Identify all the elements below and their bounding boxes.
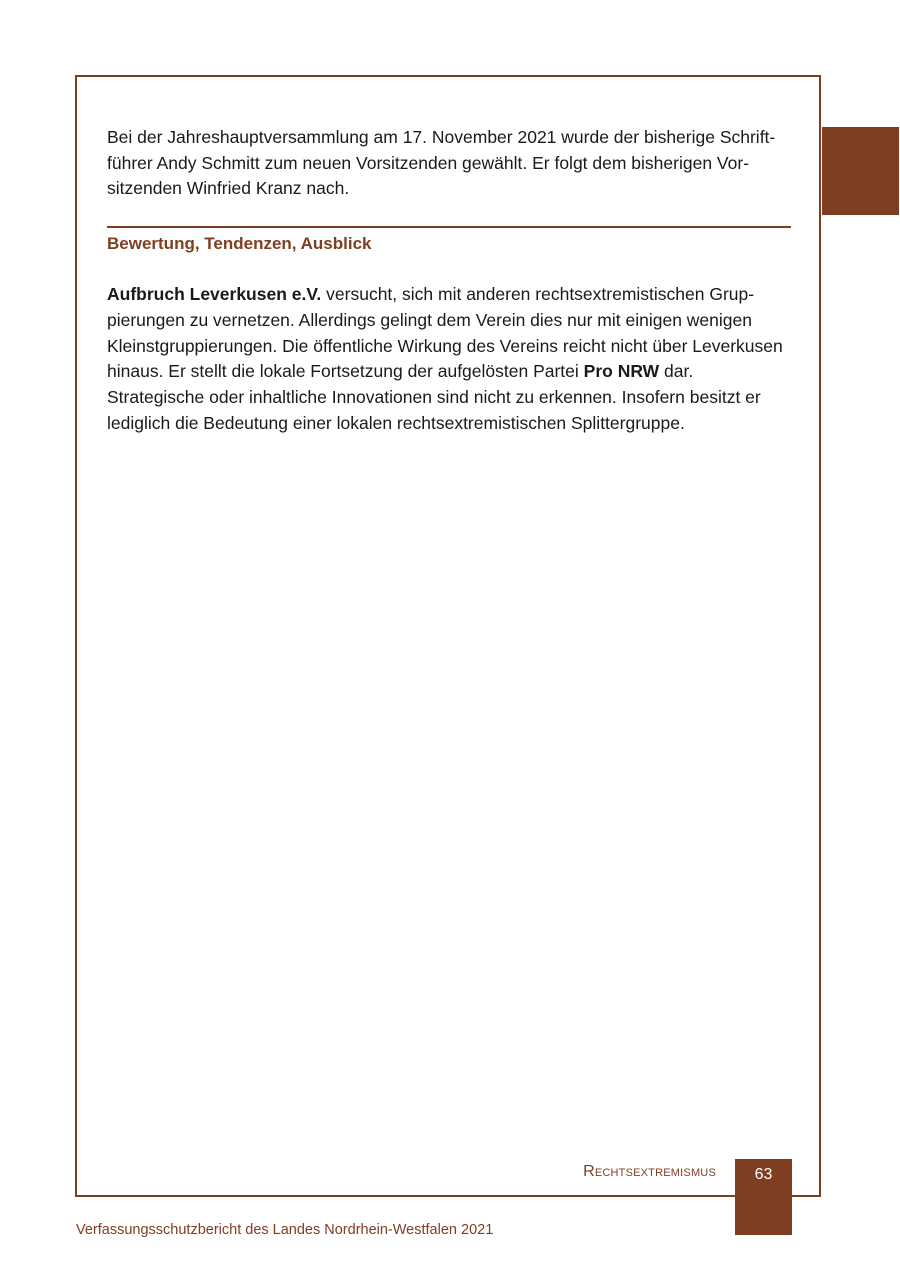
page-number: 63 [754,1166,773,1183]
paragraph-assessment-text-b: dar. Strategische oder inhaltliche Innovationen sind nicht zu erkennen. Insofern besitzt er lediglich die Bedeutung einer lokalen rechtsextremistischen Splittergruppe. [107,361,761,433]
page-content [107,125,791,436]
running-footer-section: Rechtsextremismus [583,1163,716,1180]
paragraph-election-text: Bei der Jahreshauptversammlung am 17. November 2021 wurde der bisherige Schriftführer Andy Schmitt zum neuen Vorsitzenden gewählt. Er folgt dem bisherigen Vorsitzenden Winfried Kranz nach. [107,127,776,199]
section-heading: Bewertung, Tendenzen, Ausblick [107,234,372,254]
organization-name: Aufbruch Leverkusen e.V. [107,284,322,305]
section-divider [107,226,791,228]
paragraph-election [107,125,791,202]
party-name: Pro NRW [583,361,660,382]
chapter-tab-marker [822,127,899,215]
paragraph-assessment-text-a: versucht, sich mit anderen rechtsextremistischen Gruppierungen zu vernetzen. Allerdings gelingt dem Verein dies nur mit einigen wenigen Kleinstgruppierungen. Die öffentliche Wirkung des Vereins reicht nicht über Leverkusen hinaus. Er stellt die lokale Fortsetzung der aufgelösten Partei [107,284,783,382]
publication-title: Verfassungsschutzbericht des Landes Nordrhein-Westfalen 2021 [76,1222,494,1238]
page-number-box [735,1159,792,1235]
paragraph-assessment [107,282,791,436]
